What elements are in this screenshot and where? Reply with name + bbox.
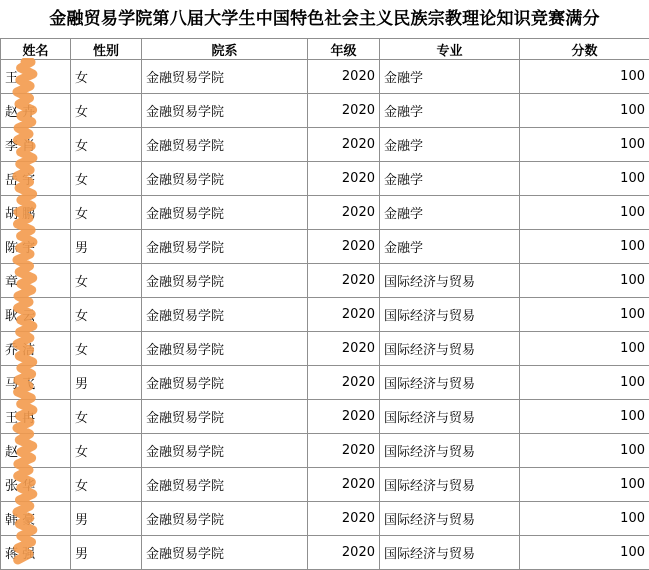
cell-department[interactable]: 金融贸易学院 [142,128,308,162]
cell-major[interactable]: 国际经济与贸易 [380,400,520,434]
cell-score[interactable]: 100 [520,502,649,536]
cell-grade[interactable]: 2020 [308,298,380,332]
cell-name[interactable]: 韩 豪 [1,502,71,536]
cell-grade[interactable]: 2020 [308,128,380,162]
cell-name[interactable]: 赵 卉 [1,94,71,128]
header-score[interactable]: 分数 [520,39,649,60]
cell-name[interactable]: 王 冉 [1,400,71,434]
cell-department[interactable]: 金融贸易学院 [142,60,308,94]
header-department[interactable]: 院系 [142,39,308,60]
table-row [1,366,649,400]
cell-score[interactable]: 100 [520,196,649,230]
cell-department[interactable]: 金融贸易学院 [142,434,308,468]
cell-score[interactable]: 100 [520,264,649,298]
cell-department[interactable]: 金融贸易学院 [142,264,308,298]
cell-name[interactable]: 陈 宇 [1,230,71,264]
cell-name[interactable]: 乔 洁 [1,332,71,366]
cell-gender[interactable]: 女 [71,162,142,196]
table-row [1,400,649,434]
header-grade[interactable]: 年级 [308,39,380,60]
cell-major[interactable]: 金融学 [380,162,520,196]
cell-major[interactable]: 国际经济与贸易 [380,264,520,298]
table-row [1,230,649,264]
cell-name[interactable]: 蒋 强 [1,536,71,570]
table-row [1,502,649,536]
cell-name[interactable]: 胡 鹏 [1,196,71,230]
cell-score[interactable]: 100 [520,366,649,400]
cell-grade[interactable]: 2020 [308,502,380,536]
cell-major[interactable]: 金融学 [380,230,520,264]
table-row [1,94,649,128]
cell-name[interactable]: 耿 云 [1,298,71,332]
cell-score[interactable]: 100 [520,400,649,434]
cell-major[interactable]: 国际经济与贸易 [380,434,520,468]
cell-name[interactable]: 李 肖 [1,128,71,162]
cell-score[interactable]: 100 [520,536,649,570]
header-row [1,39,649,60]
header-name[interactable]: 姓名 [1,39,71,60]
cell-department[interactable]: 金融贸易学院 [142,366,308,400]
cell-gender[interactable]: 女 [71,434,142,468]
cell-department[interactable]: 金融贸易学院 [142,536,308,570]
cell-gender[interactable]: 女 [71,196,142,230]
table-row [1,468,649,502]
cell-major[interactable]: 国际经济与贸易 [380,468,520,502]
cell-grade[interactable]: 2020 [308,196,380,230]
table-row [1,196,649,230]
cell-name[interactable]: 马 飞 [1,366,71,400]
cell-gender[interactable]: 女 [71,264,142,298]
cell-gender[interactable]: 男 [71,536,142,570]
cell-grade[interactable]: 2020 [308,60,380,94]
cell-name[interactable]: 赵 [1,434,71,468]
table-row [1,128,649,162]
table-row [1,536,649,570]
header-gender[interactable]: 性别 [71,39,142,60]
cell-gender[interactable]: 女 [71,468,142,502]
cell-grade[interactable]: 2020 [308,332,380,366]
cell-gender[interactable]: 女 [71,60,142,94]
cell-score[interactable]: 100 [520,298,649,332]
cell-grade[interactable]: 2020 [308,162,380,196]
cell-department[interactable]: 金融贸易学院 [142,230,308,264]
cell-gender[interactable]: 女 [71,94,142,128]
cell-gender[interactable]: 女 [71,400,142,434]
cell-score[interactable]: 100 [520,128,649,162]
cell-gender[interactable]: 女 [71,298,142,332]
cell-score[interactable]: 100 [520,162,649,196]
cell-major[interactable]: 金融学 [380,60,520,94]
cell-gender[interactable]: 女 [71,332,142,366]
cell-grade[interactable]: 2020 [308,94,380,128]
table-row [1,298,649,332]
header-major[interactable]: 专业 [380,39,520,60]
cell-score[interactable]: 100 [520,94,649,128]
results-table [0,38,649,570]
cell-major[interactable]: 金融学 [380,94,520,128]
sheet-title: 金融贸易学院第八届大学生中国特色社会主义民族宗教理论知识竞赛满分 [0,0,649,38]
cell-gender[interactable]: 男 [71,502,142,536]
cell-gender[interactable]: 男 [71,366,142,400]
cell-grade[interactable]: 2020 [308,264,380,298]
cell-major[interactable]: 国际经济与贸易 [380,298,520,332]
cell-major[interactable]: 国际经济与贸易 [380,366,520,400]
table-row [1,264,649,298]
cell-department[interactable]: 金融贸易学院 [142,162,308,196]
table-row [1,332,649,366]
cell-gender[interactable]: 女 [71,128,142,162]
cell-name[interactable]: 章 [1,264,71,298]
cell-major[interactable]: 国际经济与贸易 [380,536,520,570]
cell-score[interactable]: 100 [520,332,649,366]
cell-major[interactable]: 国际经济与贸易 [380,502,520,536]
cell-department[interactable]: 金融贸易学院 [142,298,308,332]
cell-grade[interactable]: 2020 [308,230,380,264]
cell-score[interactable]: 100 [520,230,649,264]
cell-department[interactable]: 金融贸易学院 [142,468,308,502]
cell-grade[interactable]: 2020 [308,468,380,502]
cell-score[interactable]: 100 [520,468,649,502]
table-row [1,434,649,468]
cell-grade[interactable]: 2020 [308,400,380,434]
cell-name[interactable]: 岳 宇 [1,162,71,196]
cell-major[interactable]: 国际经济与贸易 [380,332,520,366]
cell-gender[interactable]: 男 [71,230,142,264]
cell-grade[interactable]: 2020 [308,536,380,570]
cell-name[interactable]: 王 [1,60,71,94]
cell-score[interactable]: 100 [520,60,649,94]
cell-grade[interactable]: 2020 [308,434,380,468]
cell-major[interactable]: 金融学 [380,196,520,230]
cell-department[interactable]: 金融贸易学院 [142,196,308,230]
cell-department[interactable]: 金融贸易学院 [142,400,308,434]
cell-score[interactable]: 100 [520,434,649,468]
table-row [1,162,649,196]
table-row [1,60,649,94]
cell-department[interactable]: 金融贸易学院 [142,332,308,366]
cell-department[interactable]: 金融贸易学院 [142,502,308,536]
cell-department[interactable]: 金融贸易学院 [142,94,308,128]
cell-grade[interactable]: 2020 [308,366,380,400]
cell-name[interactable]: 张 华 [1,468,71,502]
cell-major[interactable]: 金融学 [380,128,520,162]
